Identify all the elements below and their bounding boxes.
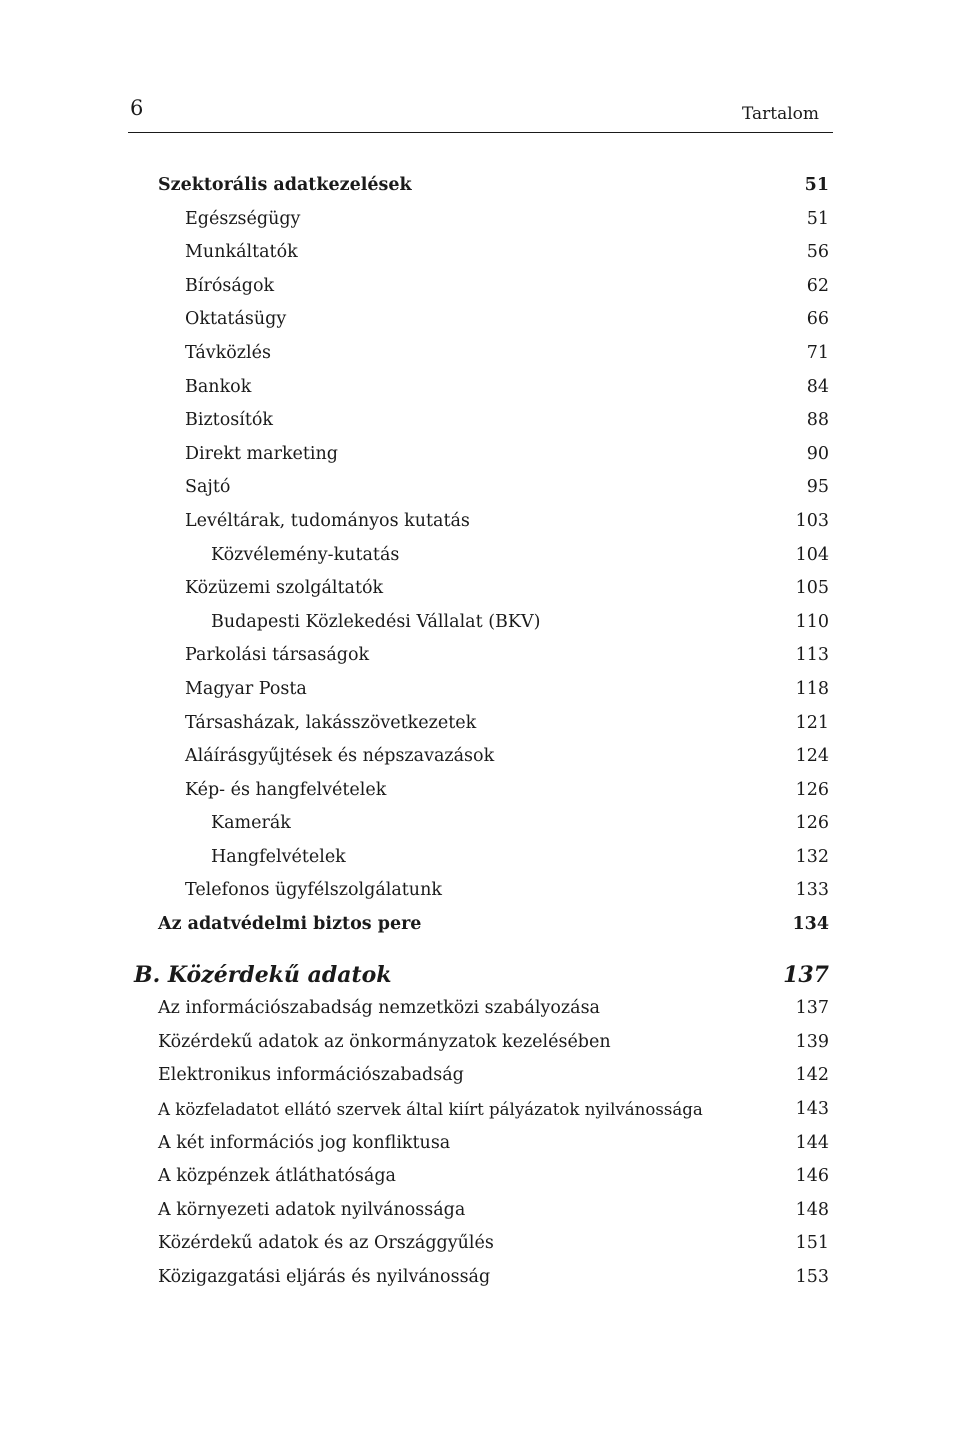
toc-entry-page: 134 <box>792 914 829 935</box>
toc-entry-page: 132 <box>795 846 829 867</box>
toc-entry-page: 137 <box>783 961 829 988</box>
toc-entry-page: 137 <box>795 998 829 1019</box>
toc-section-entry[interactable] <box>0 908 960 942</box>
toc-subentry[interactable] <box>0 539 960 573</box>
toc-entry-title: Aláírásgyűjtések és népszavazások <box>185 746 495 767</box>
toc-entry-page: 151 <box>795 1233 829 1254</box>
toc-entry[interactable] <box>0 270 960 304</box>
toc-entry[interactable] <box>0 303 960 337</box>
toc-subentry[interactable] <box>0 807 960 841</box>
toc-entry-title: Az információszabadság nemzetközi szabályozása <box>158 998 600 1019</box>
toc-entry-page: 88 <box>806 410 829 431</box>
toc-entry-page: 139 <box>795 1031 829 1052</box>
toc-entry-page: 124 <box>795 746 829 767</box>
toc-entry-page: 126 <box>795 813 829 834</box>
toc-entry-title: A környezeti adatok nyilvánossága <box>158 1199 466 1220</box>
toc-entry[interactable] <box>0 438 960 472</box>
toc-entry-page: 133 <box>795 880 829 901</box>
toc-entry-title: Hangfelvételek <box>211 846 346 867</box>
toc-entry[interactable] <box>0 572 960 606</box>
toc-entry-title: Kamerák <box>211 813 291 834</box>
toc-entry[interactable] <box>0 471 960 505</box>
toc-entry-title: A két információs jog konfliktusa <box>158 1132 451 1153</box>
toc-entry-page: 105 <box>795 578 829 599</box>
toc-entry[interactable] <box>0 1160 960 1194</box>
toc-entry-title: Közérdekű adatok és az Országgyűlés <box>158 1233 494 1254</box>
toc-entry-title: Levéltárak, tudományos kutatás <box>185 510 470 531</box>
toc-entry-page: 113 <box>795 645 829 666</box>
toc-entry-page: 143 <box>795 1099 829 1120</box>
toc-entry-title: A közpénzek átláthatósága <box>158 1166 396 1187</box>
toc-entry-page: 110 <box>795 611 829 632</box>
toc-entry-title: Közigazgatási eljárás és nyilvánosság <box>158 1267 491 1287</box>
toc-entry[interactable] <box>0 404 960 438</box>
toc-entry[interactable] <box>0 707 960 741</box>
toc-entry-title: Bankok <box>185 376 252 397</box>
toc-entry-page: 95 <box>806 477 829 498</box>
toc-entry[interactable] <box>0 1093 960 1127</box>
toc-entry[interactable] <box>0 337 960 371</box>
toc-entry[interactable] <box>0 639 960 673</box>
toc-entry-title: Közüzemi szolgáltatók <box>185 578 384 599</box>
toc-entry-page: 121 <box>795 712 829 733</box>
section-gap <box>0 942 960 959</box>
toc-entry-page: 56 <box>806 242 829 263</box>
toc-entry-title: Kép- és hangfelvételek <box>185 779 387 800</box>
toc-section-entry[interactable] <box>0 169 960 203</box>
toc-entry[interactable] <box>0 1261 960 1295</box>
toc-entry-page: 153 <box>795 1267 829 1287</box>
toc-entry-page: 84 <box>806 376 829 397</box>
toc-subentry[interactable] <box>0 841 960 875</box>
toc-entry[interactable] <box>0 1059 960 1093</box>
toc-entry-page: 104 <box>795 544 829 565</box>
toc-entry[interactable] <box>0 874 960 908</box>
toc-entry-page: 51 <box>804 175 829 195</box>
toc-entry[interactable] <box>0 992 960 1026</box>
toc-entry-page: 62 <box>806 275 829 296</box>
toc-entry-title: Budapesti Közlekedési Vállalat (BKV) <box>211 611 541 632</box>
toc-entry-title: Egészségügy <box>185 208 301 229</box>
toc-entry-page: 126 <box>795 779 829 800</box>
toc-entry-page: 66 <box>806 309 829 330</box>
toc-entry[interactable] <box>0 673 960 707</box>
toc-entry[interactable] <box>0 1026 960 1060</box>
toc-entry-page: 148 <box>795 1199 829 1220</box>
toc-entry-page: 142 <box>795 1065 829 1086</box>
toc-entry-page: 71 <box>806 342 829 363</box>
toc-entry[interactable] <box>0 505 960 539</box>
toc-subentry[interactable] <box>0 606 960 640</box>
toc-entry-title: Elektronikus információszabadság <box>158 1065 464 1086</box>
toc-part-heading[interactable] <box>0 959 960 993</box>
toc-entry-title: Direkt marketing <box>185 443 339 464</box>
toc-entry-title: Az adatvédelmi biztos pere <box>158 914 422 935</box>
toc-entry[interactable] <box>0 1227 960 1261</box>
toc-entry-page: 90 <box>806 443 829 464</box>
toc-entry[interactable] <box>0 203 960 237</box>
toc-entry-page: 51 <box>806 208 829 229</box>
toc-entry-title: Sajtó <box>185 477 231 498</box>
toc-entry-title: Telefonos ügyfélszolgálatunk <box>185 880 442 901</box>
toc-entry-title: Társasházak, lakásszövetkezetek <box>185 712 477 733</box>
toc-entry-title: Szektorális adatkezelések <box>158 175 412 195</box>
toc-entry-title: A közfeladatot ellátó szervek által kiírt pályázatok nyilvánossága <box>158 1100 703 1120</box>
toc-entry[interactable] <box>0 740 960 774</box>
toc-entry-page: 144 <box>795 1132 829 1153</box>
toc-entry[interactable] <box>0 236 960 270</box>
page-header <box>128 94 833 133</box>
toc-entry[interactable] <box>0 371 960 405</box>
toc-entry[interactable] <box>0 1194 960 1228</box>
toc-entry-title: Bíróságok <box>185 275 275 296</box>
toc-entry-title: Közvélemény-kutatás <box>211 544 400 565</box>
toc-entry-title: Távközlés <box>185 342 271 363</box>
toc-entry-title: B. Közérdekű adatok <box>134 961 392 988</box>
toc-entry-title: Közérdekű adatok az önkormányzatok kezelésében <box>158 1031 611 1052</box>
toc-entry-title: Biztosítók <box>185 410 273 431</box>
toc-entry-title: Oktatásügy <box>185 309 287 330</box>
table-of-contents <box>0 169 960 1295</box>
toc-entry-title: Parkolási társaságok <box>185 645 370 666</box>
toc-entry-page: 118 <box>795 678 829 699</box>
toc-entry[interactable] <box>0 774 960 808</box>
toc-entry[interactable] <box>0 1127 960 1161</box>
page-number: 6 <box>130 96 144 120</box>
toc-entry-title: Magyar Posta <box>185 678 307 699</box>
toc-entry-page: 103 <box>795 510 829 531</box>
toc-entry-title: Munkáltatók <box>185 242 298 263</box>
running-title: Tartalom <box>741 104 819 124</box>
toc-entry-page: 146 <box>795 1166 829 1187</box>
